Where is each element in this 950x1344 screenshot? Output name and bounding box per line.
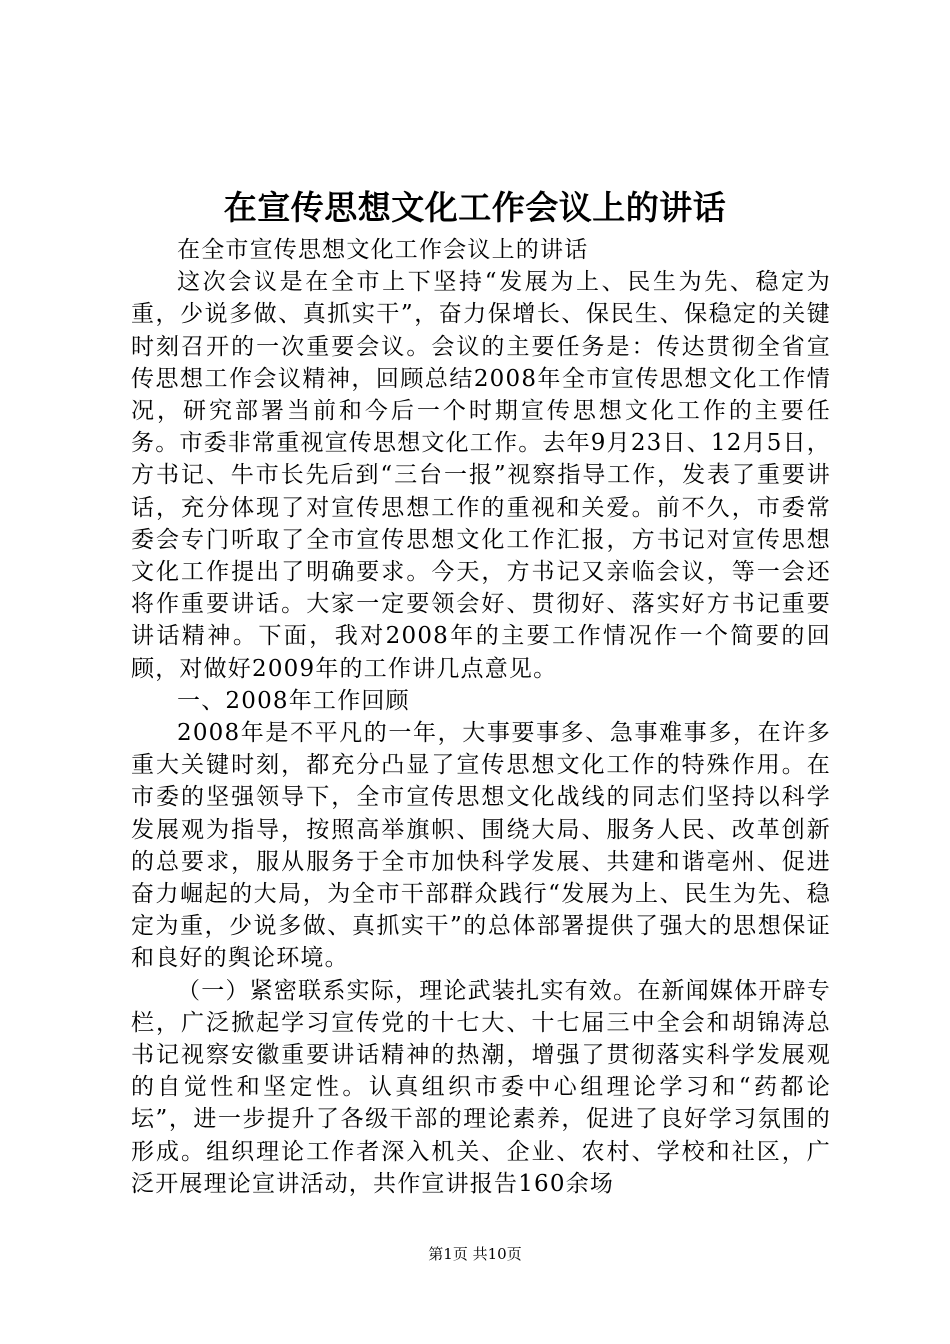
section-heading: 一、2008年工作回顾 [177,687,410,714]
theory-paragraph: （一）紧密联系实际，理论武装扎实有效。在新闻媒体开辟专栏，广泛掀起学习宣传党的十七大、十七届三中全会和胡锦涛总书记视察安徽重要讲话精神的热潮，增强了贯彻落实科学发展观的自觉性和坚定性。认真组织市委中心组理论学习和“药都论坛”，进一步提升了各级干部的理论素养，促进了良好学习氛围的形成。组织理论工作者深入机关、企业、农村、学校和社区，广泛开展理论宣讲活动，共作宣讲报告160余场 [131,977,831,1197]
subtitle-paragraph: 在全市宣传思想文化工作会议上的讲话 [177,237,589,263]
document-title: 在宣传思想文化工作会议上的讲话 [223,188,727,227]
page-footer: 第1页 共10页 [428,1245,522,1263]
intro-paragraph: 这次会议是在全市上下坚持“发展为上、民生为先、稳定为重，少说多做、真抓实干”，奋力保增长、保民生、保稳定的关键时刻召开的一次重要会议。会议的主要任务是：传达贯彻全省宣传思想工作会议精神，回顾总结2008年全市宣传思想文化工作情况，研究部署当前和今后一个时期宣传思想文化工作的主要任务。市委非常重视宣传思想文化工作。去年9月23日、12月5日，方书记、牛市长先后到“三台一报”视察指导工作，发表了重要讲话，充分体现了对宣传思想工作的重视和关爱。前不久，市委常委会专门听取了全市宣传思想文化工作汇报，方书记对宣传思想文化工作提出了明确要求。今天，方书记又亲临会议，等一会还将作重要讲话。大家一定要领会好、贯彻好、落实好方书记重要讲话精神。下面，我对2008年的主要工作情况作一个简要的回顾，对做好2009年的工作讲几点意见。 [131,269,831,682]
review-paragraph: 2008年是不平凡的一年，大事要事多、急事难事多，在许多重大关键时刻，都充分凸显了宣传思想文化工作的特殊作用。在市委的坚强领导下，全市宣传思想文化战线的同志们坚持以科学发展观为指导，按照高举旗帜、围绕大局、服务人民、改革创新的总要求，服从服务于全市加快科学发展、共建和谐亳州、促进奋力崛起的大局，为全市干部群众践行“发展为上、民生为先、稳定为重，少说多做、真抓实干”的总体部署提供了强大的思想保证和良好的舆论环境。 [131,720,831,972]
document-body [131,234,831,1200]
